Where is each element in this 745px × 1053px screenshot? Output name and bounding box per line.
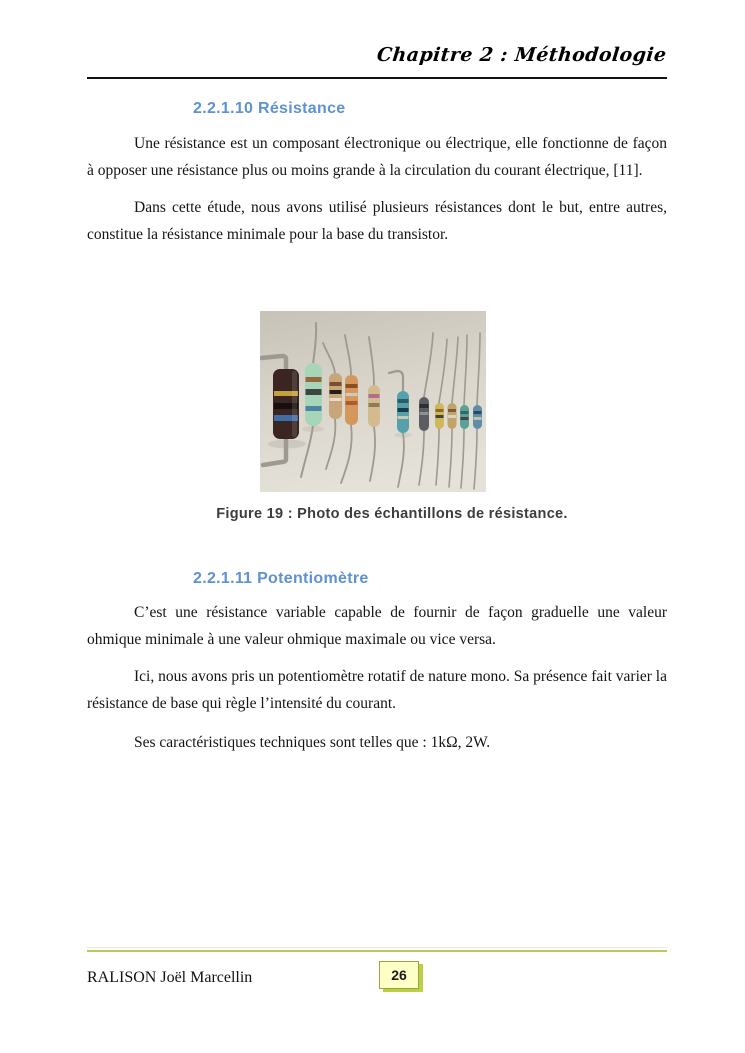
page-number-badge bbox=[379, 961, 419, 989]
figure-caption: Figure 19 : Photo des échantillons de résistance. bbox=[216, 506, 568, 522]
footer-author: RALISON Joël Marcellin bbox=[87, 969, 253, 986]
section-heading-resistance: 2.2.1.10 Résistance bbox=[193, 100, 346, 117]
paragraph-potentiometre-1: C’est une résistance variable capable de fournir de façon graduelle une valeur ohmique minimale à une valeur ohmique maximale ou vice versa. bbox=[87, 604, 667, 648]
footer-rule bbox=[87, 950, 667, 952]
paragraph-potentiometre-2: Ici, nous avons pris un potentiomètre rotatif de nature mono. Sa présence fait varier la résistance de base qui règle l’intensité du courant. bbox=[87, 668, 667, 712]
chapter-header-title: Chapitre 2 : Méthodologie bbox=[376, 44, 669, 66]
paragraph-resistance-1: Une résistance est un composant électronique ou électrique, elle fonctionne de façon à opposer une résistance plus ou moins grande à la circulation du courant électrique, [11]. bbox=[87, 135, 667, 179]
page-number: 26 bbox=[391, 967, 407, 983]
section-heading-potentiometre: 2.2.1.11 Potentiomètre bbox=[193, 570, 369, 587]
header-rule bbox=[87, 77, 667, 79]
paragraph-potentiometre-3: Ses caractéristiques techniques sont telles que : 1kΩ, 2W. bbox=[134, 734, 491, 751]
footer-rule-highlight bbox=[87, 947, 667, 948]
resistors-photo-graphic bbox=[260, 311, 486, 492]
paragraph-resistance-2: Dans cette étude, nous avons utilisé plusieurs résistances dont le but, entre autres, constitue la résistance minimale pour la base du transistor. bbox=[87, 199, 667, 243]
resistors-photo bbox=[260, 311, 486, 492]
